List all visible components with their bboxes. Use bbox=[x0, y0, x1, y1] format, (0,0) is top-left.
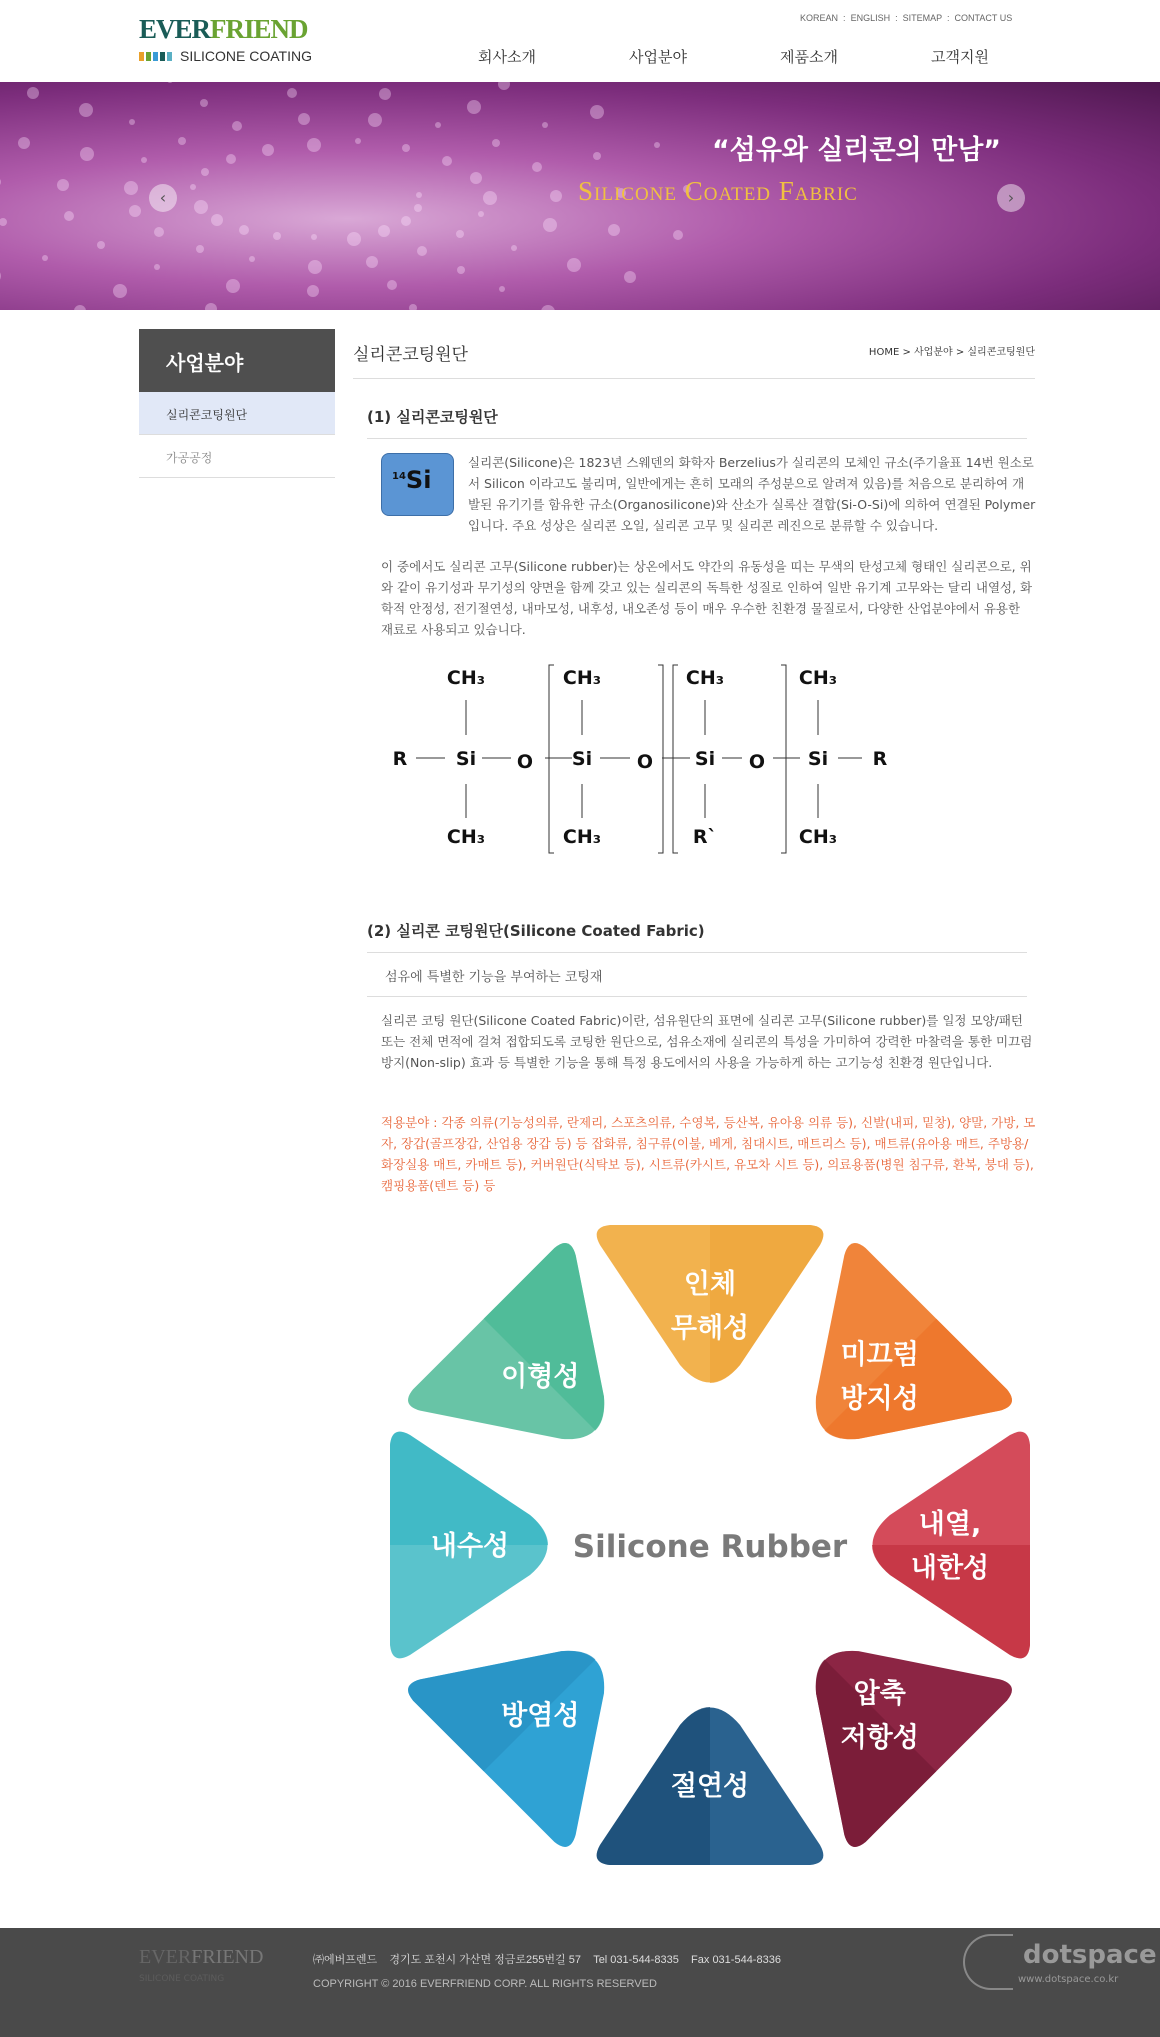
petal-label: 이형성 bbox=[501, 1361, 580, 1393]
formula-bracket bbox=[658, 665, 663, 853]
nav-support[interactable]: 고객지원 bbox=[931, 48, 989, 66]
formula-atom: Si bbox=[571, 748, 593, 770]
formula-bracket bbox=[781, 665, 786, 853]
petal-shade bbox=[710, 1225, 823, 1383]
footer-logo: EVERFRIEND bbox=[139, 1946, 264, 1968]
logo[interactable]: EVERFRIEND bbox=[139, 14, 308, 44]
divider bbox=[367, 996, 1027, 997]
formula-atom: CH₃ bbox=[446, 826, 486, 848]
utility-links: KOREAN : ENGLISH : SITEMAP : CONTACT US bbox=[800, 13, 1013, 23]
properties-diagram bbox=[370, 1205, 1050, 1885]
breadcrumb: HOME > 사업분야 > 실리콘코팅원단 bbox=[868, 347, 1035, 358]
banner-next-button[interactable]: › bbox=[997, 184, 1025, 212]
formula-atom: O bbox=[636, 751, 654, 773]
divider bbox=[367, 952, 1027, 953]
footer-info: ㈜에버프렌드 경기도 포천시 가산면 정금로255번길 57 Tel 031-544-8335 Fax 031-544-8336 bbox=[313, 1954, 781, 1966]
applications-text: 적용분야 : 각종 의류(기능성의류, 란제리, 스포츠의류, 수영복, 등산복, 유아용 의류 등), 신발(내피, 밑창), 양말, 가방, 모자, 장갑(골프장갑, 산업용 장갑 등) 등 잡화류, 침구류(이불, 베게, 침대시트, 매트리스 등), 매트류(유아용 매트, 주방용/화장실용 매트, 카매트 등), 커버원단(식탁보 등), 시트류(카시트, 유모차 시트 등), 의료용품(병원 침구류, 환복, 붕대 등), 캠핑용품(텐트 등) 등 bbox=[381, 1115, 1036, 1193]
formula-atom: CH₃ bbox=[798, 826, 838, 848]
petal-label: 내수성 bbox=[430, 1531, 510, 1562]
sidebar-item-coated-fabric[interactable]: 실리콘코팅원단 bbox=[139, 392, 335, 435]
section1-title: (1) 실리콘코팅원단 bbox=[367, 408, 498, 426]
footer-logo-sub: SILICONE COATING bbox=[139, 1974, 225, 1984]
petal-label: 내한성 bbox=[910, 1553, 990, 1584]
nav-products[interactable]: 제품소개 bbox=[780, 48, 838, 66]
silicon-element-icon: $^{14}$Si bbox=[381, 453, 454, 516]
formula-atom: CH₃ bbox=[685, 667, 725, 689]
link-sitemap[interactable]: SITEMAP bbox=[902, 13, 942, 23]
page-title: 실리콘코팅원단 bbox=[353, 345, 468, 365]
formula-atom: Si bbox=[455, 748, 477, 770]
logo-subtitle: SILICONE COATING bbox=[139, 48, 312, 64]
petal-label: 방지성 bbox=[840, 1383, 919, 1415]
petal-label: 방염성 bbox=[501, 1700, 580, 1732]
petal-label: 인체 bbox=[683, 1269, 737, 1300]
dotspace-logo-icon bbox=[963, 1934, 1013, 1990]
sidebar-item-process[interactable]: 가공공정 bbox=[139, 435, 335, 478]
formula-atom: Si bbox=[694, 748, 716, 770]
formula-bracket bbox=[549, 665, 554, 853]
formula-atom: R bbox=[872, 748, 888, 770]
section1-para1: 실리콘(Silicone)은 1823년 스웨덴의 화학자 Berzelius가 실리콘의 모체인 규소(주기율표 14번 원소로서 Silicon 이라고도 불리며, 일반에게는 흔히 모래의 주성분으로 알려져 있음)를 처음으로 분리하여 개발된 유기기를 함유한 규소(Organosilicone)와 산소가 실록산 결합(Si-O-Si)에 의하여 연결된 Polymer입니다. 주요 성상은 실리콘 오일, 실리콘 고무 및 실리콘 레진으로 분류할 수 있습니다. bbox=[468, 455, 1036, 533]
copyright: COPYRIGHT © 2016 EVERFRIEND CORP. ALL RIGHTS RESERVED bbox=[313, 1978, 657, 1990]
link-english[interactable]: ENGLISH bbox=[850, 13, 891, 23]
banner-title: Silicone Coated Fabric bbox=[578, 176, 858, 206]
center-label: Silicone Rubber bbox=[572, 1529, 848, 1565]
formula-atom: R bbox=[392, 748, 408, 770]
petal-label: 압축 bbox=[853, 1678, 906, 1710]
credit-name[interactable]: dotspace bbox=[1023, 1940, 1157, 1970]
formula-bracket bbox=[673, 665, 678, 853]
siloxane-formula-diagram bbox=[0, 0, 1160, 900]
formula-atom: CH₃ bbox=[446, 667, 486, 689]
petal-label: 절연성 bbox=[670, 1771, 750, 1802]
property-petal bbox=[597, 1225, 824, 1383]
petal-label: 저항성 bbox=[840, 1722, 919, 1754]
petal-label: 미끄럼 bbox=[840, 1339, 919, 1371]
formula-atom: R` bbox=[692, 826, 718, 848]
formula-atom: CH₃ bbox=[798, 667, 838, 689]
nav-company[interactable]: 회사소개 bbox=[478, 48, 536, 66]
section1-para2: 이 중에서도 실리콘 고무(Silicone rubber)는 상온에서도 약간의 유동성을 띠는 무색의 탄성고체 형태인 실리콘으로, 위와 같이 유기성과 무기성의 양면을 함께 갖고 있는 실리콘의 독특한 성질로 인하여 일반 유기계 고무와는 달리 내열성, 화학적 안정성, 전기절연성, 내마모성, 내후성, 내오존성 등이 매우 우수한 친환경 물질로서, 다양한 산업분야에서 유용한 재료로 사용되고 있습니다. bbox=[381, 559, 1033, 637]
formula-atom: O bbox=[748, 751, 766, 773]
petal-label: 내열, bbox=[918, 1509, 982, 1540]
section2-para: 실리콘 코팅 원단(Silicone Coated Fabric)이란, 섬유원단의 표면에 실리콘 고무(Silicone rubber)를 일정 모양/패턴 또는 전체 면적에 걸쳐 접합되도록 코팅한 원단으로, 섬유소재에 실리콘의 특성을 가미하여 강력한 마찰력을 통한 미끄럼 방지(Non-slip) 효과 등 특별한 기능을 통해 특정 용도에서의 사용을 가능하게 하는 고기능성 친환경 원단입니다. bbox=[381, 1013, 1033, 1070]
section2-subtitle: 섬유에 특별한 기능을 부여하는 코팅재 bbox=[385, 970, 603, 985]
credit-url[interactable]: www.dotspace.co.kr bbox=[1018, 1974, 1119, 1985]
petal-shade bbox=[390, 1432, 548, 1545]
link-contact[interactable]: CONTACT US bbox=[954, 13, 1013, 23]
formula-atom: CH₃ bbox=[562, 826, 602, 848]
sidebar-title: 사업분야 bbox=[139, 329, 335, 392]
nav-business[interactable]: 사업분야 bbox=[629, 48, 687, 66]
banner-quote: “섬유와 실리콘의 만남” bbox=[712, 135, 1002, 166]
section2-title: (2) 실리콘 코팅원단(Silicone Coated Fabric) bbox=[367, 922, 705, 940]
formula-atom: O bbox=[516, 751, 534, 773]
petal-label: 무해성 bbox=[670, 1313, 750, 1344]
formula-atom: CH₃ bbox=[562, 667, 602, 689]
banner-prev-button[interactable]: ‹ bbox=[149, 184, 177, 212]
link-korean[interactable]: KOREAN bbox=[800, 13, 839, 23]
property-petal bbox=[872, 1432, 1030, 1659]
formula-atom: Si bbox=[807, 748, 829, 770]
